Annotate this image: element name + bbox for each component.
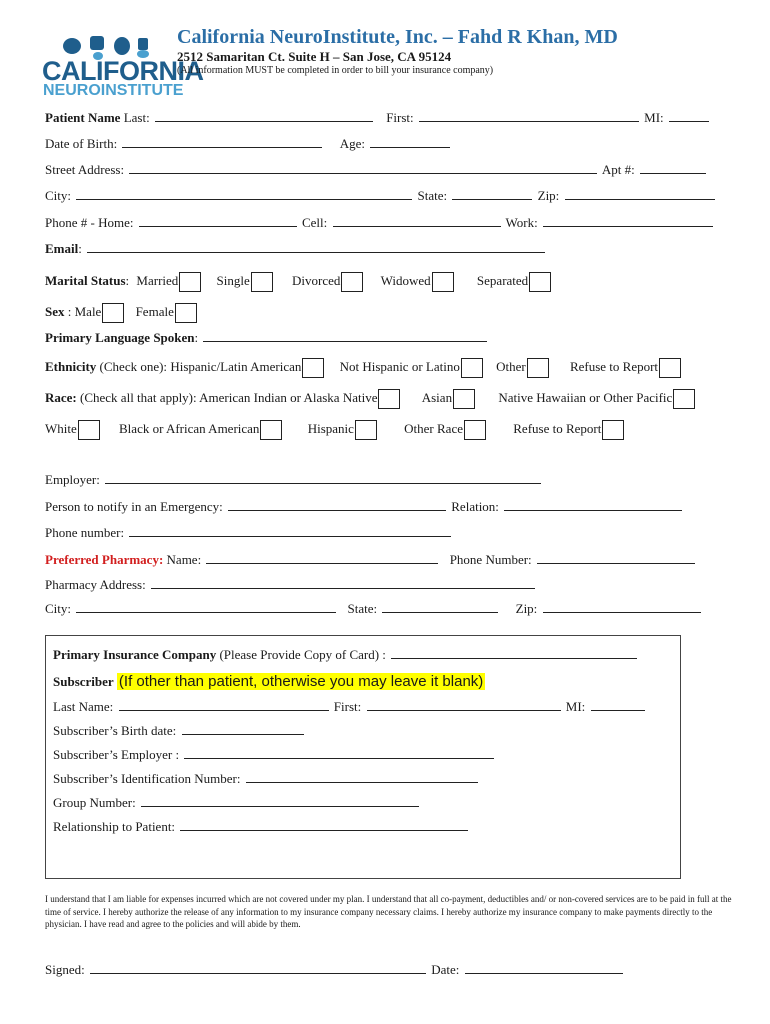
zip-label: Zip:	[537, 188, 560, 203]
date-field[interactable]	[465, 962, 623, 974]
insurance-company-row	[53, 647, 639, 663]
single-label: Single	[216, 273, 250, 288]
pharmacy-city-field[interactable]	[76, 601, 336, 613]
race-refuse-label: Refuse to Report	[513, 421, 602, 436]
subscriber-employer-field[interactable]	[184, 747, 494, 759]
relation-label: Relation:	[451, 499, 499, 514]
male-checkbox[interactable]	[102, 303, 124, 323]
group-number-field[interactable]	[141, 795, 419, 807]
employer-field[interactable]	[105, 472, 541, 484]
relationship-label: Relationship to Patient:	[53, 819, 176, 834]
email-field[interactable]	[87, 241, 545, 253]
apt-field[interactable]	[640, 162, 706, 174]
zip-field[interactable]	[565, 188, 715, 200]
signature-field[interactable]	[90, 962, 426, 974]
sex-label: Sex	[45, 304, 65, 319]
language-field[interactable]	[203, 330, 487, 342]
american-indian-label: American Indian or Alaska Native	[199, 390, 378, 405]
white-label: White	[45, 421, 77, 436]
email-row	[45, 241, 547, 257]
logo	[42, 26, 204, 99]
married-label: Married	[136, 273, 179, 288]
header-note: (All information MUST be completed in order to bill your insurance company)	[177, 65, 494, 76]
hispanic-latin-checkbox[interactable]	[302, 358, 324, 378]
page-title: California NeuroInstitute, Inc. – Fahd R Khan, MD	[177, 26, 618, 48]
street-field[interactable]	[129, 162, 597, 174]
race-row-2	[45, 418, 626, 440]
pharmacy-phone-label: Phone Number:	[449, 552, 532, 567]
widowed-checkbox[interactable]	[432, 272, 454, 292]
dob-label: Date of Birth:	[45, 136, 118, 151]
subscriber-id-label: Subscriber’s Identification Number:	[53, 771, 241, 786]
not-hispanic-checkbox[interactable]	[461, 358, 483, 378]
pharmacy-address-label: Pharmacy Address:	[45, 577, 146, 592]
language-row	[45, 330, 489, 346]
cell-label: Cell:	[301, 215, 328, 230]
group-number-row	[53, 795, 421, 811]
asian-checkbox[interactable]	[453, 389, 475, 409]
last-name-field[interactable]	[155, 110, 373, 122]
practice-address: 2512 Samaritan Ct. Suite H – San Jose, CA 95124	[177, 49, 452, 64]
pharmacy-state-label: State:	[347, 601, 378, 616]
city-label: City:	[45, 188, 72, 203]
single-checkbox[interactable]	[251, 272, 273, 292]
relationship-row	[53, 819, 470, 835]
subscriber-employer-row	[53, 747, 496, 763]
married-checkbox[interactable]	[179, 272, 201, 292]
pharmacy-address-row	[45, 577, 537, 593]
sex-row	[45, 301, 199, 323]
hispanic-latin-label: Hispanic/Latin American	[170, 359, 302, 374]
marital-colon: :	[125, 273, 130, 288]
phone-row	[45, 215, 715, 231]
disclaimer-text: I understand that I am liable for expenses incurred which are not covered under my plan. I understand that all co-payment, deductibles and/ or non-covered services are to be paid in full at the time of service. I hereby authorize the release of any information to my insurance company necessary claims. I hereby authorize my insurance company to make payments directly to the physician. I have read and agree to the policies and will abide by them.	[45, 894, 732, 929]
black-checkbox[interactable]	[260, 420, 282, 440]
female-label: Female	[135, 304, 174, 319]
ethnicity-label: Ethnicity	[45, 359, 97, 374]
last-name-label: Last:	[123, 110, 150, 125]
street-row	[45, 162, 708, 178]
ethnicity-other-checkbox[interactable]	[527, 358, 549, 378]
state-label: State:	[417, 188, 448, 203]
emergency-phone-row	[45, 525, 453, 541]
male-label: : Male	[64, 304, 102, 319]
city-field[interactable]	[76, 188, 412, 200]
ethnicity-instruction: (Check one):	[96, 359, 171, 374]
race-instruction: (Check all that apply):	[76, 390, 200, 405]
logo-wordmark: CALIFORNIA	[42, 56, 204, 86]
street-label: Street Address:	[45, 162, 125, 177]
subscriber-first-field[interactable]	[367, 699, 561, 711]
pharmacy-name-label: Name:	[163, 552, 202, 567]
emergency-phone-field[interactable]	[129, 525, 451, 537]
ethnicity-row	[45, 356, 683, 378]
work-label: Work:	[505, 215, 538, 230]
subscriber-first-label: First:	[333, 699, 362, 714]
asian-label: Asian	[421, 390, 453, 405]
emergency-phone-label: Phone number:	[45, 525, 125, 540]
race-hispanic-label: Hispanic	[307, 421, 354, 436]
race-refuse-checkbox[interactable]	[602, 420, 624, 440]
black-label: Black or African American	[119, 421, 260, 436]
subscriber-employer-label: Subscriber’s Employer :	[53, 747, 180, 762]
apt-label: Apt #:	[601, 162, 635, 177]
american-indian-checkbox[interactable]	[378, 389, 400, 409]
pharmacy-city-label: City:	[45, 601, 72, 616]
relation-field[interactable]	[504, 499, 682, 511]
race-row-1	[45, 387, 697, 409]
subscriber-birth-label: Subscriber’s Birth date:	[53, 723, 177, 738]
dob-row	[45, 136, 452, 152]
race-label: Race:	[45, 390, 77, 405]
emergency-label: Person to notify in an Emergency:	[45, 499, 223, 514]
native-hawaiian-checkbox[interactable]	[673, 389, 695, 409]
subscriber-mi-label: MI:	[565, 699, 586, 714]
insurance-company-note: (Please Provide Copy of Card) :	[216, 647, 386, 662]
insurance-card	[45, 635, 681, 879]
home-phone-field[interactable]	[139, 215, 297, 227]
divorced-label: Divorced	[292, 273, 341, 288]
employer-label: Employer:	[45, 472, 100, 487]
subscriber-row	[53, 672, 485, 692]
subscriber-mi-field[interactable]	[591, 699, 645, 711]
insurance-company-label: Primary Insurance Company	[53, 647, 217, 662]
ethnicity-refuse-checkbox[interactable]	[659, 358, 681, 378]
first-name-label: First:	[386, 110, 414, 125]
subscriber-birth-field[interactable]	[182, 723, 304, 735]
email-label: Email	[45, 241, 79, 256]
subscriber-last-label: Last Name:	[53, 699, 114, 714]
subscriber-birth-row	[53, 723, 306, 739]
pharmacy-row	[45, 552, 697, 568]
email-colon: :	[78, 241, 82, 256]
age-label: Age:	[339, 136, 365, 151]
patient-name-label: Patient Name	[45, 110, 121, 125]
female-checkbox[interactable]	[175, 303, 197, 323]
native-hawaiian-label: Native Hawaiian or Other Pacific	[498, 390, 673, 405]
pharmacy-zip-field[interactable]	[543, 601, 701, 613]
employer-row	[45, 472, 543, 488]
separated-label: Separated	[476, 273, 529, 288]
cell-field[interactable]	[333, 215, 501, 227]
city-row	[45, 188, 717, 204]
first-name-field[interactable]	[419, 110, 639, 122]
widowed-label: Widowed	[380, 273, 431, 288]
marital-label: Marital Status	[45, 273, 126, 288]
pharmacy-address-field[interactable]	[151, 577, 535, 589]
pharmacy-city-row	[45, 601, 703, 617]
ethnicity-refuse-label: Refuse to Report	[569, 359, 659, 374]
mi-field[interactable]	[669, 110, 709, 122]
relationship-field[interactable]	[180, 819, 468, 831]
pharmacy-state-field[interactable]	[382, 601, 498, 613]
divorced-checkbox[interactable]	[341, 272, 363, 292]
pharmacy-name-field[interactable]	[206, 552, 438, 564]
insurance-company-field[interactable]	[391, 647, 637, 659]
marital-row	[45, 270, 553, 292]
work-field[interactable]	[543, 215, 713, 227]
other-race-checkbox[interactable]	[464, 420, 486, 440]
language-label: Primary Language Spoken	[45, 330, 195, 345]
age-field[interactable]	[370, 136, 450, 148]
ethnicity-other-label: Other	[496, 359, 526, 374]
signed-label: Signed:	[45, 962, 85, 977]
subscriber-label: Subscriber	[53, 674, 114, 689]
white-checkbox[interactable]	[78, 420, 100, 440]
date-label: Date:	[431, 962, 460, 977]
group-number-label: Group Number:	[53, 795, 136, 810]
not-hispanic-label: Not Hispanic or Latino	[339, 359, 460, 374]
dob-field[interactable]	[122, 136, 322, 148]
logo-subtitle: NEUROINSTITUTE	[43, 82, 184, 99]
language-colon: :	[194, 330, 199, 345]
pharmacy-zip-label: Zip:	[515, 601, 538, 616]
preferred-pharmacy-label: Preferred Pharmacy:	[45, 552, 164, 567]
home-phone-label: Phone # - Home:	[45, 215, 134, 230]
subscriber-id-field[interactable]	[246, 771, 478, 783]
other-race-label: Other Race	[404, 421, 463, 436]
state-field[interactable]	[452, 188, 532, 200]
subscriber-id-row	[53, 771, 480, 787]
subscriber-note: (If other than patient, otherwise you may leave it blank)	[118, 673, 484, 690]
signature-row	[45, 962, 625, 978]
separated-checkbox[interactable]	[529, 272, 551, 292]
emergency-row	[45, 499, 684, 515]
emergency-field[interactable]	[228, 499, 446, 511]
subscriber-last-field[interactable]	[119, 699, 329, 711]
subscriber-name-row	[53, 699, 647, 715]
pharmacy-phone-field[interactable]	[537, 552, 695, 564]
race-hispanic-checkbox[interactable]	[355, 420, 377, 440]
patient-name-row	[45, 110, 711, 126]
mi-label: MI:	[644, 110, 664, 125]
